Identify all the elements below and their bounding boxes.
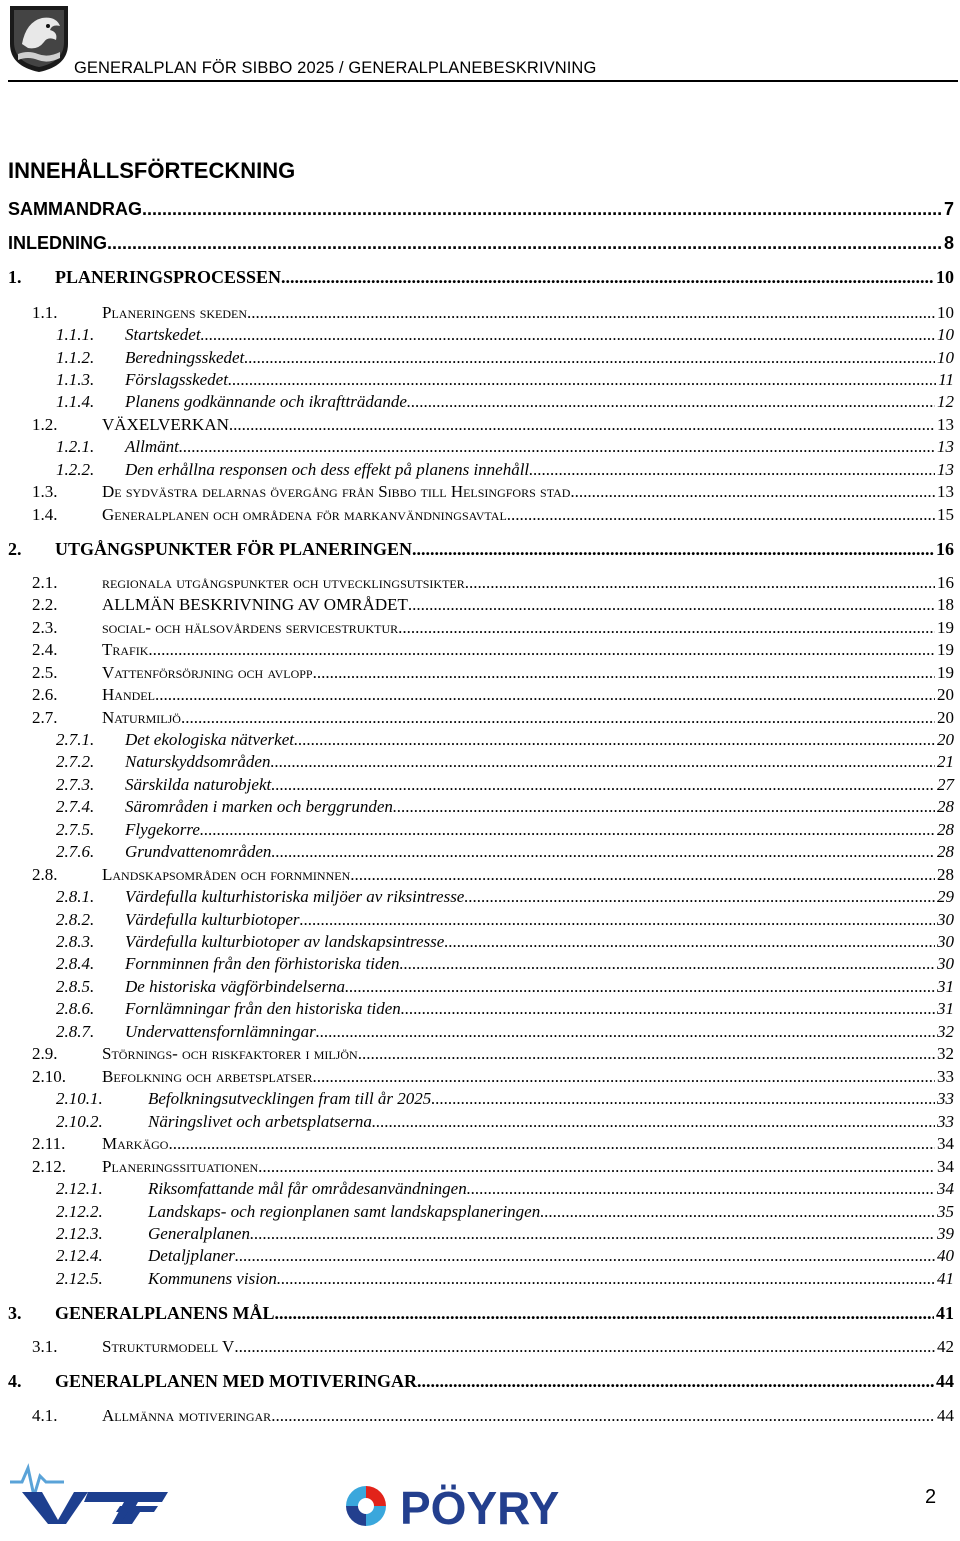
toc-entry[interactable] [0,505,960,527]
toc-entry-title: Planeringens skeden [102,303,248,322]
toc-entry[interactable] [0,199,960,221]
toc-entry-page: 8 [943,233,954,253]
toc-entry-page: 34 [937,1134,954,1153]
toc-dot-leader [275,1303,934,1324]
toc-entry-title: Riksomfattande mål får områdesanvändningen [148,1179,467,1198]
toc-entry[interactable] [0,460,960,482]
toc-entry-title: Beredningsskedet [125,348,245,367]
toc-entry-number: 2.7.3. [56,775,95,794]
toc-dot-leader [401,999,935,1019]
toc-entry-title: Kommunens vision [148,1269,277,1288]
toc-entry-title: Undervattensfornlämningar [125,1022,316,1041]
toc-entry-page: 13 [937,437,954,456]
toc-entry-title: regionala utgångspunkter och utvecklingsutsikter [102,573,465,592]
toc-entry[interactable] [0,482,960,504]
toc-entry-page: 29 [937,887,954,906]
page-number: 2 [925,1486,937,1508]
toc-entry-title: Fornlämningar från den historiska tiden [125,999,401,1018]
toc-entry-number: 2.7.2. [56,752,95,771]
toc-dot-leader [258,1157,935,1177]
toc-entry[interactable] [0,1044,960,1066]
toc-entry[interactable] [0,730,960,752]
toc-entry-number: 2.12. [32,1157,66,1176]
toc-dot-leader [250,1224,935,1244]
toc-entry[interactable] [0,415,960,437]
toc-entry[interactable] [0,595,960,617]
toc-entry-number: 2.8.5. [56,977,95,996]
toc-entry[interactable] [0,303,960,325]
toc-entry[interactable] [0,1134,960,1156]
toc-entry-page: 31 [937,977,954,996]
toc-dot-leader [234,1337,935,1357]
toc-dot-leader [142,199,942,220]
toc-entry-number: 2.8. [32,865,58,884]
toc-entry-number: 1.4. [32,505,58,524]
toc-dot-leader [229,415,935,435]
toc-entry-title: Störnings- och riskfaktorer i miljön [102,1044,358,1063]
toc-heading: INNEHÅLLSFÖRTECKNING [8,158,296,183]
toc-entry-title: De sydvästra delarnas övergång från Sibbo till Helsingfors stad [102,482,571,501]
toc-entry-number: 2.7.5. [56,820,95,839]
toc-entry[interactable] [0,348,960,370]
toc-dot-leader [464,887,935,907]
toc-entry[interactable] [0,1303,960,1325]
toc-entry-number: 2.8.4. [56,954,95,973]
toc-entry[interactable] [0,392,960,414]
toc-entry[interactable] [0,618,960,640]
toc-entry-page: 30 [937,932,954,951]
toc-entry-number: 2.10.1. [56,1089,103,1108]
toc-entry-page: 33 [937,1112,954,1131]
toc-entry-number: 2.10.2. [56,1112,103,1131]
toc-entry-title: social- och hälsovårdens servicestruktur [102,618,399,637]
toc-entry-number: 2.12.4. [56,1246,103,1265]
poyry-logo-icon [344,1480,604,1536]
toc-dot-leader [201,325,935,345]
toc-entry-title: Naturmiljö [102,708,181,727]
toc-entry-page: 34 [937,1179,954,1198]
toc-entry-number: 1.2.1. [56,437,95,456]
toc-entry-page: 31 [937,999,954,1018]
toc-entry[interactable] [0,999,960,1021]
toc-entry-title: Markägo [102,1134,169,1153]
toc-entry-number: 2.8.1. [56,887,95,906]
toc-entry-page: 13 [937,482,954,501]
toc-dot-leader [345,977,935,997]
toc-entry-page: 20 [937,730,954,749]
toc-entry-title: Generalplanen [148,1224,250,1243]
toc-entry[interactable] [0,539,960,561]
toc-entry-number: 1.1. [32,303,58,322]
toc-entry-page: 27 [937,775,954,794]
toc-entry-page: 18 [937,595,954,614]
toc-entry-number: 2.9. [32,1044,58,1063]
toc-entry-page: 12 [937,392,954,411]
toc-entry-page: 42 [937,1337,954,1356]
toc-entry-title: Startskedet [125,325,201,344]
toc-entry-number: 2.3. [32,618,58,637]
toc-entry-title: De historiska vägförbindelserna [125,977,346,996]
toc-entry[interactable] [0,797,960,819]
toc-entry-page: 35 [937,1202,954,1221]
toc-dot-leader [540,1202,935,1222]
toc-entry-page: 30 [937,954,954,973]
toc-entry-number: 1.1.4. [56,392,95,411]
toc-entry-page: 20 [937,708,954,727]
toc-entry-number: 2.8.7. [56,1022,95,1041]
toc-entry-number: 2.12.1. [56,1179,103,1198]
toc-entry-title: SAMMANDRAG [8,199,142,219]
toc-entry-page: 19 [937,640,954,659]
toc-entry-title: Handel [102,685,155,704]
toc-entry-number: 2.8.6. [56,999,95,1018]
toc-entry-number: 2.6. [32,685,58,704]
toc-dot-leader [271,1406,935,1426]
toc-entry[interactable] [0,820,960,842]
toc-entry-page: 34 [937,1157,954,1176]
toc-entry-number: 1.1.3. [56,370,95,389]
toc-entry[interactable] [0,932,960,954]
vtt-logo-icon [8,1462,170,1526]
toc-dot-leader [148,640,935,660]
toc-entry-number: 2.7.1. [56,730,95,749]
toc-entry-title: Naturskyddsområden [125,752,271,771]
toc-dot-leader [408,595,935,615]
toc-entry-title: Grundvattenområden [125,842,272,861]
toc-entry[interactable] [0,1406,960,1428]
toc-dot-leader [313,663,935,683]
toc-entry[interactable] [0,1157,960,1179]
toc-entry-title: Värdefulla kulturbiotoper [125,910,300,929]
toc-entry-title: Värdefulla kulturbiotoper av landskapsintresse [125,932,445,951]
toc-entry-title: Flygekorre [125,820,200,839]
toc-entry[interactable] [0,573,960,595]
toc-entry[interactable] [0,954,960,976]
toc-dot-leader [270,752,935,772]
toc-entry[interactable] [0,267,960,289]
toc-entry-title: Detaljplaner [148,1246,235,1265]
toc-entry-title: Fornminnen från den förhistoriska tiden [125,954,400,973]
toc-entry-number: 1.1.1. [56,325,95,344]
toc-entry-page: 44 [937,1406,954,1425]
toc-entry-page: 13 [937,415,954,434]
toc-entry-title: Befolkningsutvecklingen fram till år 2025 [148,1089,432,1108]
toc-entry[interactable] [0,640,960,662]
toc-entry-number: 2. [8,539,22,559]
toc-entry-page: 10 [937,348,954,367]
toc-dot-leader [358,1044,935,1064]
toc-entry-page: 33 [937,1067,954,1086]
toc-entry[interactable] [0,752,960,774]
toc-entry-title: Vattenförsörjning och avlopp [102,663,313,682]
toc-entry-title: Strukturmodell V [102,1337,235,1356]
toc-entry-title: Den erhållna responsen och dess effekt på planens innehåll [125,460,530,479]
toc-entry-title: Landskapsområden och fornminnen [102,865,351,884]
toc-dot-leader [168,1134,935,1154]
toc-entry-title: Särskilda naturobjekt [125,775,272,794]
toc-dot-leader [179,437,935,457]
toc-entry-number: 3.1. [32,1337,58,1356]
toc-entry-page: 15 [937,505,954,524]
toc-entry-number: 2.11. [32,1134,66,1153]
toc-entry[interactable] [0,1269,960,1291]
toc-entry[interactable] [0,1089,960,1111]
toc-entry-page: 10 [936,267,954,287]
toc-entry-page: 19 [937,618,954,637]
toc-entry-title: UTGÅNGSPUNKTER FÖR PLANERINGEN [55,539,413,559]
toc-entry-title: VÄXELVERKAN [102,415,229,434]
toc-entry-number: 2.8.3. [56,932,95,951]
toc-entry-number: 1.1.2. [56,348,95,367]
toc-entry-page: 20 [937,685,954,704]
toc-entry-page: 28 [937,820,954,839]
toc-entry[interactable] [0,1202,960,1224]
toc-dot-leader [107,233,942,254]
toc-entry-number: 1. [8,267,22,287]
toc-entry-title: ALLMÄN BESKRIVNING AV OMRÅDET [102,595,408,614]
toc-dot-leader [300,910,935,930]
toc-entry[interactable] [0,865,960,887]
toc-entry[interactable] [0,708,960,730]
toc-dot-leader [200,820,935,840]
toc-dot-leader [431,1089,935,1109]
toc-entry-page: 10 [937,303,954,322]
toc-entry-title: Allmänna motiveringar [102,1406,272,1425]
toc-dot-leader [400,954,935,974]
toc-entry-title: Näringslivet och arbetsplatserna [148,1112,372,1131]
toc-entry[interactable] [0,775,960,797]
toc-entry-page: 21 [937,752,954,771]
toc-entry-number: 2.4. [32,640,58,659]
toc-entry-title: Generalplanen och områdena för markanvändningsavtal [102,505,507,524]
toc-entry-page: 41 [937,1269,954,1288]
toc-entry[interactable] [0,842,960,864]
toc-entry-number: 2.7.4. [56,797,95,816]
toc-entry-page: 11 [938,370,954,389]
toc-entry-title: Förslagsskedet [125,370,228,389]
toc-dot-leader [247,303,935,323]
poyry-wordmark: PÖYRY [400,1482,560,1534]
toc-entry-number: 2.12.2. [56,1202,103,1221]
toc-entry-title: Värdefulla kulturhistoriska miljöer av riksintresse [125,887,465,906]
toc-entry[interactable] [0,977,960,999]
toc-dot-leader [412,539,934,560]
toc-dot-leader [181,708,935,728]
toc-entry[interactable] [0,1112,960,1134]
toc-dot-leader [271,775,935,795]
toc-dot-leader [372,1112,935,1132]
toc-entry-title: GENERALPLANEN MED MOTIVERINGAR [55,1371,418,1391]
toc-entry[interactable] [0,685,960,707]
toc-entry-number: 4.1. [32,1406,58,1425]
toc-entry-page: 39 [937,1224,954,1243]
toc-entry-number: 1.2. [32,415,58,434]
toc-entry-number: 1.3. [32,482,58,501]
toc-entry-page: 16 [937,573,954,592]
toc-dot-leader [313,1067,935,1087]
toc-entry-number: 3. [8,1303,22,1323]
toc-entry-page: 40 [937,1246,954,1265]
toc-entry-number: 1.2.2. [56,460,95,479]
toc-dot-leader [407,392,935,412]
toc-entry-page: 32 [937,1044,954,1063]
toc-entry[interactable] [0,1246,960,1268]
toc-entry-title: Landskaps- och regionplanen samt landskapsplaneringen [148,1202,541,1221]
toc-entry[interactable] [0,1224,960,1246]
toc-entry-page: 7 [943,199,954,219]
toc-entry-page: 28 [937,865,954,884]
toc-entry-number: 2.1. [32,573,58,592]
toc-entry[interactable] [0,1067,960,1089]
toc-entry-title: Det ekologiska nätverket [125,730,294,749]
toc-entry-page: 10 [937,325,954,344]
toc-dot-leader [277,1269,935,1289]
toc-dot-leader [281,267,934,288]
toc-entry[interactable] [0,1371,960,1393]
toc-dot-leader [465,573,935,593]
toc-entry-page: 19 [937,663,954,682]
toc-entry-number: 2.2. [32,595,58,614]
toc-entry[interactable] [0,325,960,347]
toc-dot-leader [398,618,935,638]
toc-entry-title: Befolkning och arbetsplatser [102,1067,313,1086]
toc-entry-title: Allmänt [125,437,179,456]
toc-dot-leader [271,842,935,862]
toc-dot-leader [393,797,935,817]
toc-entry-title: Trafik [102,640,149,659]
toc-dot-leader [444,932,935,952]
toc-entry-page: 28 [937,842,954,861]
toc-entry-title: Planens godkännande och ikraftträdande [125,392,407,411]
toc-entry-page: 33 [937,1089,954,1108]
toc-entry-number: 2.12.3. [56,1224,103,1243]
toc-entry-number: 2.7.6. [56,842,95,861]
toc-entry[interactable] [0,437,960,459]
toc-entry-number: 2.5. [32,663,58,682]
toc-entry-page: 41 [936,1303,954,1323]
toc-entry[interactable] [0,1337,960,1359]
toc-entry-number: 2.8.2. [56,910,95,929]
toc-entry-page: 13 [937,460,954,479]
toc-entry[interactable] [0,233,960,255]
toc-entry[interactable] [0,1179,960,1201]
toc-entry-title: Särområden i marken och berggrunden [125,797,393,816]
toc-entry[interactable] [0,887,960,909]
toc-dot-leader [228,370,936,390]
toc-dot-leader [507,505,935,525]
toc-entry-title: INLEDNING [8,233,107,253]
toc-entry[interactable] [0,910,960,932]
toc-entry-page: 32 [937,1022,954,1041]
header-title: GENERALPLAN FÖR SIBBO 2025 / GENERALPLANEBESKRIVNING [74,59,597,77]
toc-dot-leader [529,460,935,480]
toc-entry[interactable] [0,663,960,685]
poyry-logo [344,1480,604,1536]
toc-entry-page: 30 [937,910,954,929]
toc-entry-number: 2.10. [32,1067,66,1086]
toc-entry-title: PLANERINGSPROCESSEN [55,267,282,287]
toc-entry[interactable] [0,1022,960,1044]
toc-dot-leader [316,1022,935,1042]
toc-dot-leader [570,482,935,502]
toc-entry[interactable] [0,370,960,392]
toc-dot-leader [467,1179,935,1199]
toc-entry-page: 28 [937,797,954,816]
toc-dot-leader [294,730,935,750]
toc-dot-leader [244,348,935,368]
toc-entry-number: 4. [8,1371,22,1391]
toc-dot-leader [417,1371,934,1392]
toc-dot-leader [350,865,935,885]
toc-dot-leader [155,685,935,705]
toc-dot-leader [235,1246,935,1266]
toc-entry-number: 2.12.5. [56,1269,103,1288]
toc-entry-number: 2.7. [32,708,58,727]
toc-entry-page: 16 [936,539,954,559]
toc-entry-title: Planeringssituationen [102,1157,259,1176]
toc-entry-page: 44 [936,1371,954,1391]
toc-entry-title: GENERALPLANENS MÅL [55,1303,275,1323]
